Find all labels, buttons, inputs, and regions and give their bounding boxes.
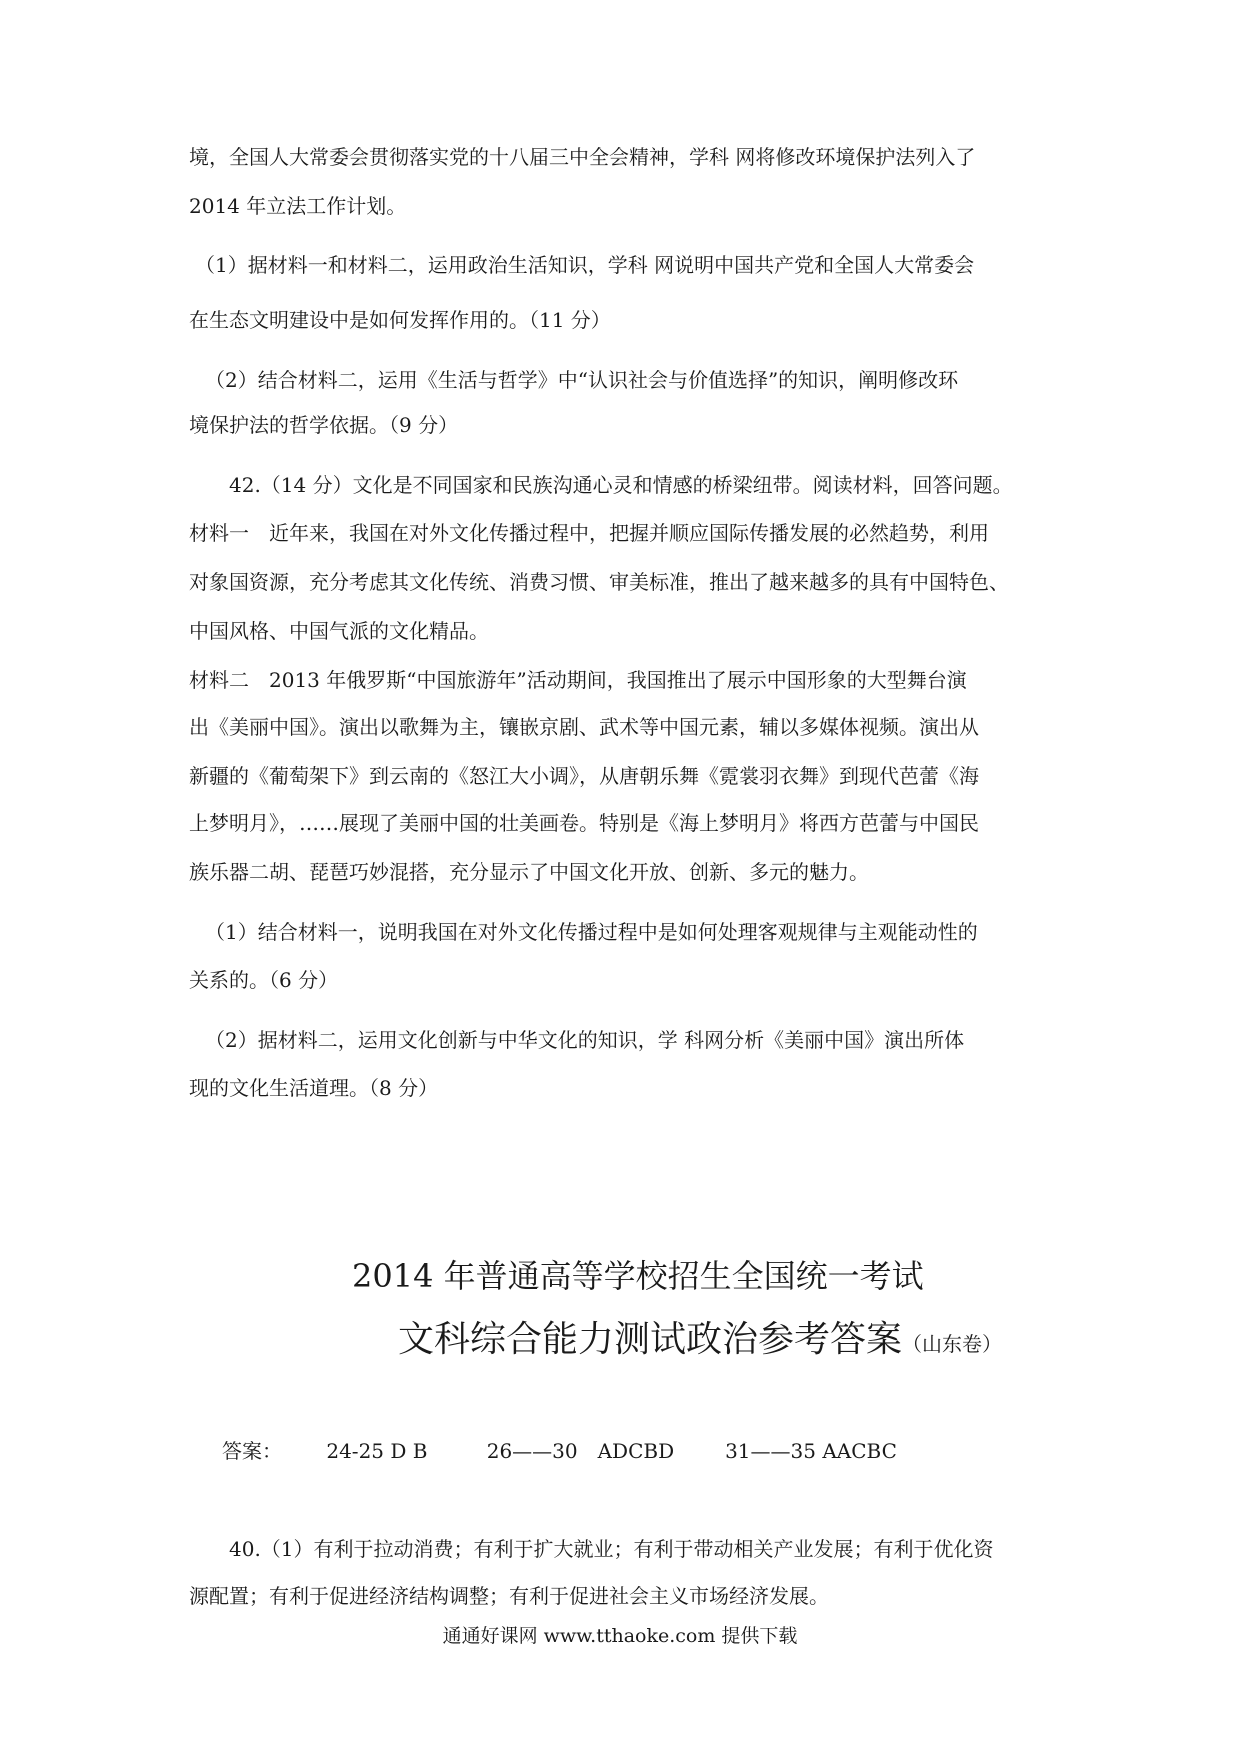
text-line: 在生态文明建设中是如何发挥作用的。（11 分） [189,308,611,332]
answer-title-line1: 2014 年普通高等学校招生全国统一考试 [352,1257,924,1295]
question-41-part2: （2）结合材料二，运用《生活与哲学》中“认识社会与价值选择”的知识，阐明修改环 [205,368,959,392]
question-41-part1: （1）据材料一和材料二，运用政治生活知识，学科 网说明中国共产党和全国人大常委会 [195,253,975,277]
answer-title-suffix: （山东卷） [902,1332,1003,1356]
choice-answers [222,1437,897,1465]
answer-title-line2 [398,1320,1002,1364]
question-42-heading: 42.（14 分）文化是不同国家和民族沟通心灵和情感的桥梁纽带。阅读材料，回答问题。 [229,473,1013,497]
answers-group-2: 26——30 ADCBD [486,1439,675,1463]
answer-40-line: 源配置；有利于促进经济结构调整；有利于促进社会主义市场经济发展。 [189,1584,829,1608]
text-line: 新疆的《葡萄架下》到云南的《怒江大小调》，从唐朝乐舞《霓裳羽衣舞》到现代芭蕾《海 [189,764,979,788]
text-line: 境保护法的哲学依据。（9 分） [189,413,459,437]
answers-group-1: 24-25 D B [326,1439,428,1463]
footer-source: 通通好课网 www.tthaoke.com 提供下载 [442,1625,798,1647]
answer-40-line: 40.（1）有利于拉动消费；有利于扩大就业；有利于带动相关产业发展；有利于优化资 [229,1537,994,1561]
text-line: 关系的。（6 分） [189,968,339,992]
text-line: 中国风格、中国气派的文化精品。 [189,619,489,643]
text-line: 对象国资源，充分考虑其文化传统、消费习惯、审美标准，推出了越来越多的具有中国特色、 [189,570,1009,594]
answers-label: 答案： [222,1439,282,1463]
text-line: 现的文化生活道理。（8 分） [189,1076,439,1100]
text-line: 上梦明月》，……展现了美丽中国的壮美画卷。特别是《海上梦明月》将西方芭蕾与中国民 [189,811,979,835]
material-one-line: 材料一 近年来，我国在对外文化传播过程中，把握并顺应国际传播发展的必然趋势，利用 [189,521,989,545]
text-line: 2014 年立法工作计划。 [189,194,407,218]
question-42-part2: （2）据材料二，运用文化创新与中华文化的知识，学 科网分析《美丽中国》演出所体 [205,1028,965,1052]
question-42-part1: （1）结合材料一，说明我国在对外文化传播过程中是如何处理客观规律与主观能动性的 [205,920,978,944]
material-two-line: 材料二 2013 年俄罗斯“中国旅游年”活动期间，我国推出了展示中国形象的大型舞台演 [189,668,967,692]
answers-group-3: 31——35 AACBC [725,1439,897,1463]
text-line: 出《美丽中国》。演出以歌舞为主，镶嵌京剧、武术等中国元素，辅以多媒体视频。演出从 [189,715,979,739]
answer-title-main: 文科综合能力测试政治参考答案 [398,1319,903,1360]
text-line: 境，全国人大常委会贯彻落实党的十八届三中全会精神，学科 网将修改环境保护法列入了 [189,145,976,169]
text-line: 族乐器二胡、琵琶巧妙混搭，充分显示了中国文化开放、创新、多元的魅力。 [189,860,869,884]
